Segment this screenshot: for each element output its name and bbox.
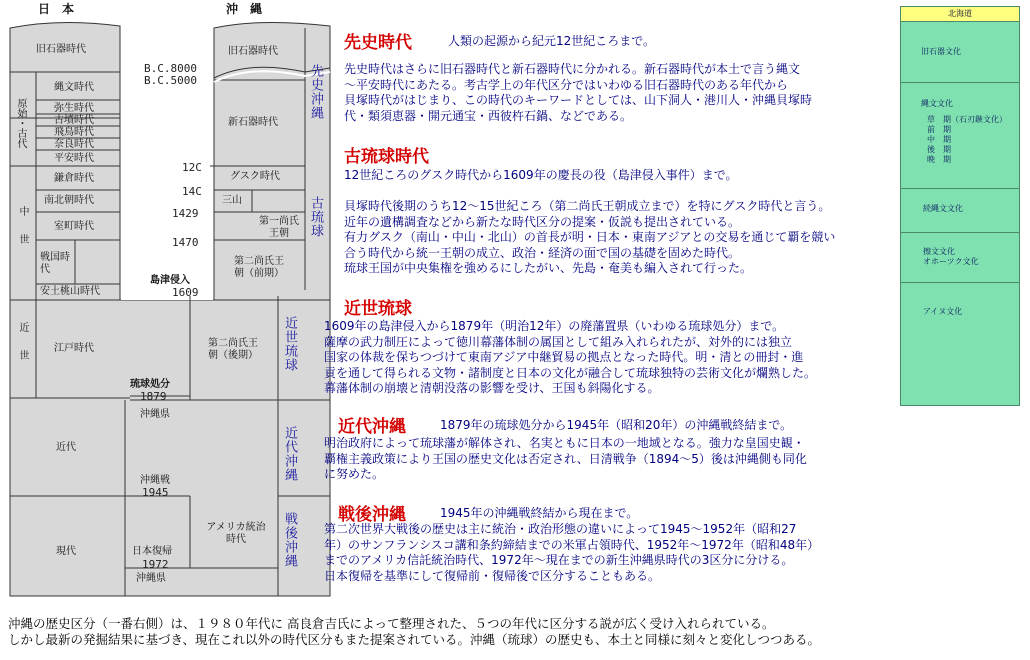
section-body-early-modern: 1609年の島津侵入から1879年（明治12年）の廃藩置県（いわゆる琉球処分）まで。 薩摩の武力制圧によって徳川幕藩体制の属国として組み入れられたが、対外的には独立 国家の体裁を保ちつづけて東南アジア中継貿易の拠点となった時代。明・清との冊封・進 貢を通して得られる文物・諸制度と日本の文化が融合して琉球独特の芸術文化が爛熟した。 幕藩体制の崩壊と清朝没落の影響を受け、王国も斜陽化する。: [324, 319, 817, 395]
hokkaido-ainu: アイヌ文化: [923, 307, 963, 316]
jp-kofun: 古墳時代: [54, 115, 94, 126]
ok-pref-2: 沖縄県: [136, 573, 166, 584]
ok-gusuku: グスク時代: [230, 171, 280, 182]
era-modern: 近代沖縄: [283, 426, 298, 482]
japan-header: 日 本: [38, 2, 75, 16]
ok-second-sho-early: 第二尚氏王朝（前期）: [234, 256, 284, 279]
section-title-old-ryukyu: 古琉球時代: [344, 147, 429, 167]
section-subtitle-prehistoric: 人類の起源から紀元12世紀ころまで。: [448, 34, 656, 48]
hokkaido-panel: [900, 6, 1020, 406]
era-old-ryukyu: 古琉球: [309, 196, 324, 238]
footer-note: 沖縄の歴史区分（一番右側）は、１９８０年代に 高良倉吉氏によって整理された、５つの年代に区分する説が広く受け入れられている。 しかし最新の発掘結果に基づき、現在これ以外の時代区分もまた提案されている。沖縄（琉球）の歴史も、本土と同様に刻々と変化しつつある。: [8, 616, 821, 647]
jp-contemporary: 現代: [56, 546, 76, 557]
section-title-early-modern: 近世琉球: [344, 299, 412, 319]
section-title-modern: 近代沖縄: [338, 417, 406, 437]
section-body-prehistoric: 先史時代はさらに旧石器時代と新石器時代に分かれる。新石器時代が本土で言う縄文 〜平安時代にあたる。考古学上の年代区分ではいわゆる旧石器時代のある年代から 貝塚時代がはじまり、この時代のキーワードとしては、山下洞人・港川人・沖縄貝塚時 代・類須恵器・開元通宝・西彼杵石鍋、などである。: [344, 62, 813, 123]
hokkaido-cell-epi-jomon: [901, 189, 1019, 233]
year-bc5000: B.C.5000: [144, 74, 197, 87]
jp-nara: 奈良時代: [54, 139, 94, 150]
ok-shimazu-year: 1609: [172, 286, 199, 299]
jp-era-early-modern: 近世: [17, 322, 28, 378]
jp-modern: 近代: [56, 442, 76, 453]
hokkaido-cell-paleolithic: [901, 21, 1019, 83]
ok-second-sho-late: 第二尚氏王朝（後期）: [208, 338, 258, 361]
ok-shimazu: 島津侵入: [150, 275, 190, 286]
era-early-modern: 近世琉球: [283, 316, 298, 372]
section-title-postwar: 戦後沖縄: [338, 505, 406, 525]
jp-sengoku: 戦国時代: [40, 252, 70, 275]
okinawa-header: 沖 縄: [226, 2, 263, 16]
ok-ryukyu-shobun-year: 1879: [140, 390, 167, 403]
year-14c: 14C: [182, 185, 202, 198]
ok-reversion: 日本復帰: [132, 546, 172, 557]
year-1429: 1429: [172, 207, 199, 220]
hokkaido-paleolithic: 旧石器文化: [921, 47, 961, 56]
jp-jomon: 縄文時代: [54, 82, 94, 93]
hokkaido-cell-ainu: [901, 283, 1019, 339]
ok-ryukyu-shobun: 琉球処分: [130, 379, 170, 390]
ok-battle: 沖縄戦: [140, 475, 170, 486]
jp-edo: 江戸時代: [54, 343, 94, 354]
year-bc8000: B.C.8000: [144, 62, 197, 75]
section-title-prehistoric: 先史時代: [344, 33, 412, 53]
hokkaido-epi-jomon: 続縄文文化: [923, 204, 963, 213]
year-12c: 12C: [182, 161, 202, 174]
ok-sanzan: 三山: [222, 195, 242, 206]
jp-era-medieval: 中世: [17, 206, 28, 262]
jp-yayoi: 弥生時代: [54, 103, 94, 114]
jp-muromachi: 室町時代: [54, 221, 94, 232]
era-postwar: 戦後沖縄: [283, 512, 298, 568]
hokkaido-jomon-sub: 草 期（石刃鏃文化） 前 期 中 期 後 期 晩 期: [927, 115, 1007, 164]
section-body-postwar: 第二次世界大戦後の歴史は主に統治・政治形態の違いによって1945〜1952年（昭和27 年）のサンフランシスコ講和条約締結までの米軍占領時代、1952年〜1972年（昭和48年） までのアメリカ信託統治時代、1972年〜現在までの新生沖縄県時代の3区分に分ける。 日本復帰を基準にして復帰前・復帰後で区分することもある。: [324, 522, 820, 583]
era-prehistoric: 先史沖縄: [309, 64, 324, 120]
ok-paleolithic: 旧石器時代: [228, 46, 278, 57]
ok-first-sho: 第一尚氏王朝: [259, 216, 299, 239]
section-body-modern: 明治政府によって琉球藩が解体され、名実ともに日本の一地域となる。強力な皇国史観・ 覇権主義政策により王国の歴史文化は否定され、日清戦争（1894〜5）後は沖縄側も同化 に努めた。: [324, 436, 807, 481]
jp-kamakura: 鎌倉時代: [54, 173, 94, 184]
jp-azuchi: 安土桃山時代: [40, 286, 100, 297]
year-1470: 1470: [172, 236, 199, 249]
ok-battle-year: 1945: [142, 486, 169, 499]
jp-heian: 平安時代: [54, 153, 94, 164]
hokkaido-satsumon: 擦文文化 オホーツク文化: [923, 247, 979, 266]
jp-asuka: 飛鳥時代: [54, 127, 94, 138]
section-body-old-ryukyu: 12世紀ころのグスク時代から1609年の慶長の役（島津侵入事件）まで。 貝塚時代後期のうち12〜15世紀ころ（第二尚氏王朝成立まで）を特にグスク時代と言う。 近年の遺構調査などから新たな時代区分の提案・仮説も提出されている。 有力グスク（南山・中山・北山）の首長が明・日本・東南アジアとの交易を通じて覇を競い 合う時代から統一王朝の成立、政治・経済の面で国の基礎を固めた時代。 琉球王国が中央集権を強めるにしたがい、先島・奄美も編入されて行った。: [344, 168, 836, 275]
hokkaido-cell-jomon: [901, 83, 1019, 189]
section-subtitle-modern: 1879年の琉球処分から1945年（昭和20年）の沖縄戦終結まで。: [440, 418, 793, 432]
ok-us-rule: アメリカ統治時代: [206, 522, 266, 545]
ok-neolithic: 新石器時代: [228, 117, 278, 128]
hokkaido-jomon: 縄文文化: [921, 99, 953, 108]
hokkaido-header: 北海道: [901, 7, 1019, 22]
ok-reversion-year: 1972: [142, 558, 169, 571]
ok-pref-1: 沖縄県: [140, 409, 170, 420]
jp-paleolithic: 旧石器時代: [36, 44, 86, 55]
section-subtitle-postwar: 1945年の沖縄戦終結から現在まで。: [440, 506, 639, 520]
hokkaido-cell-satsumon: [901, 233, 1019, 283]
jp-era-ancient: 原始・古代: [15, 98, 26, 148]
jp-nanbokucho: 南北朝時代: [44, 195, 94, 206]
